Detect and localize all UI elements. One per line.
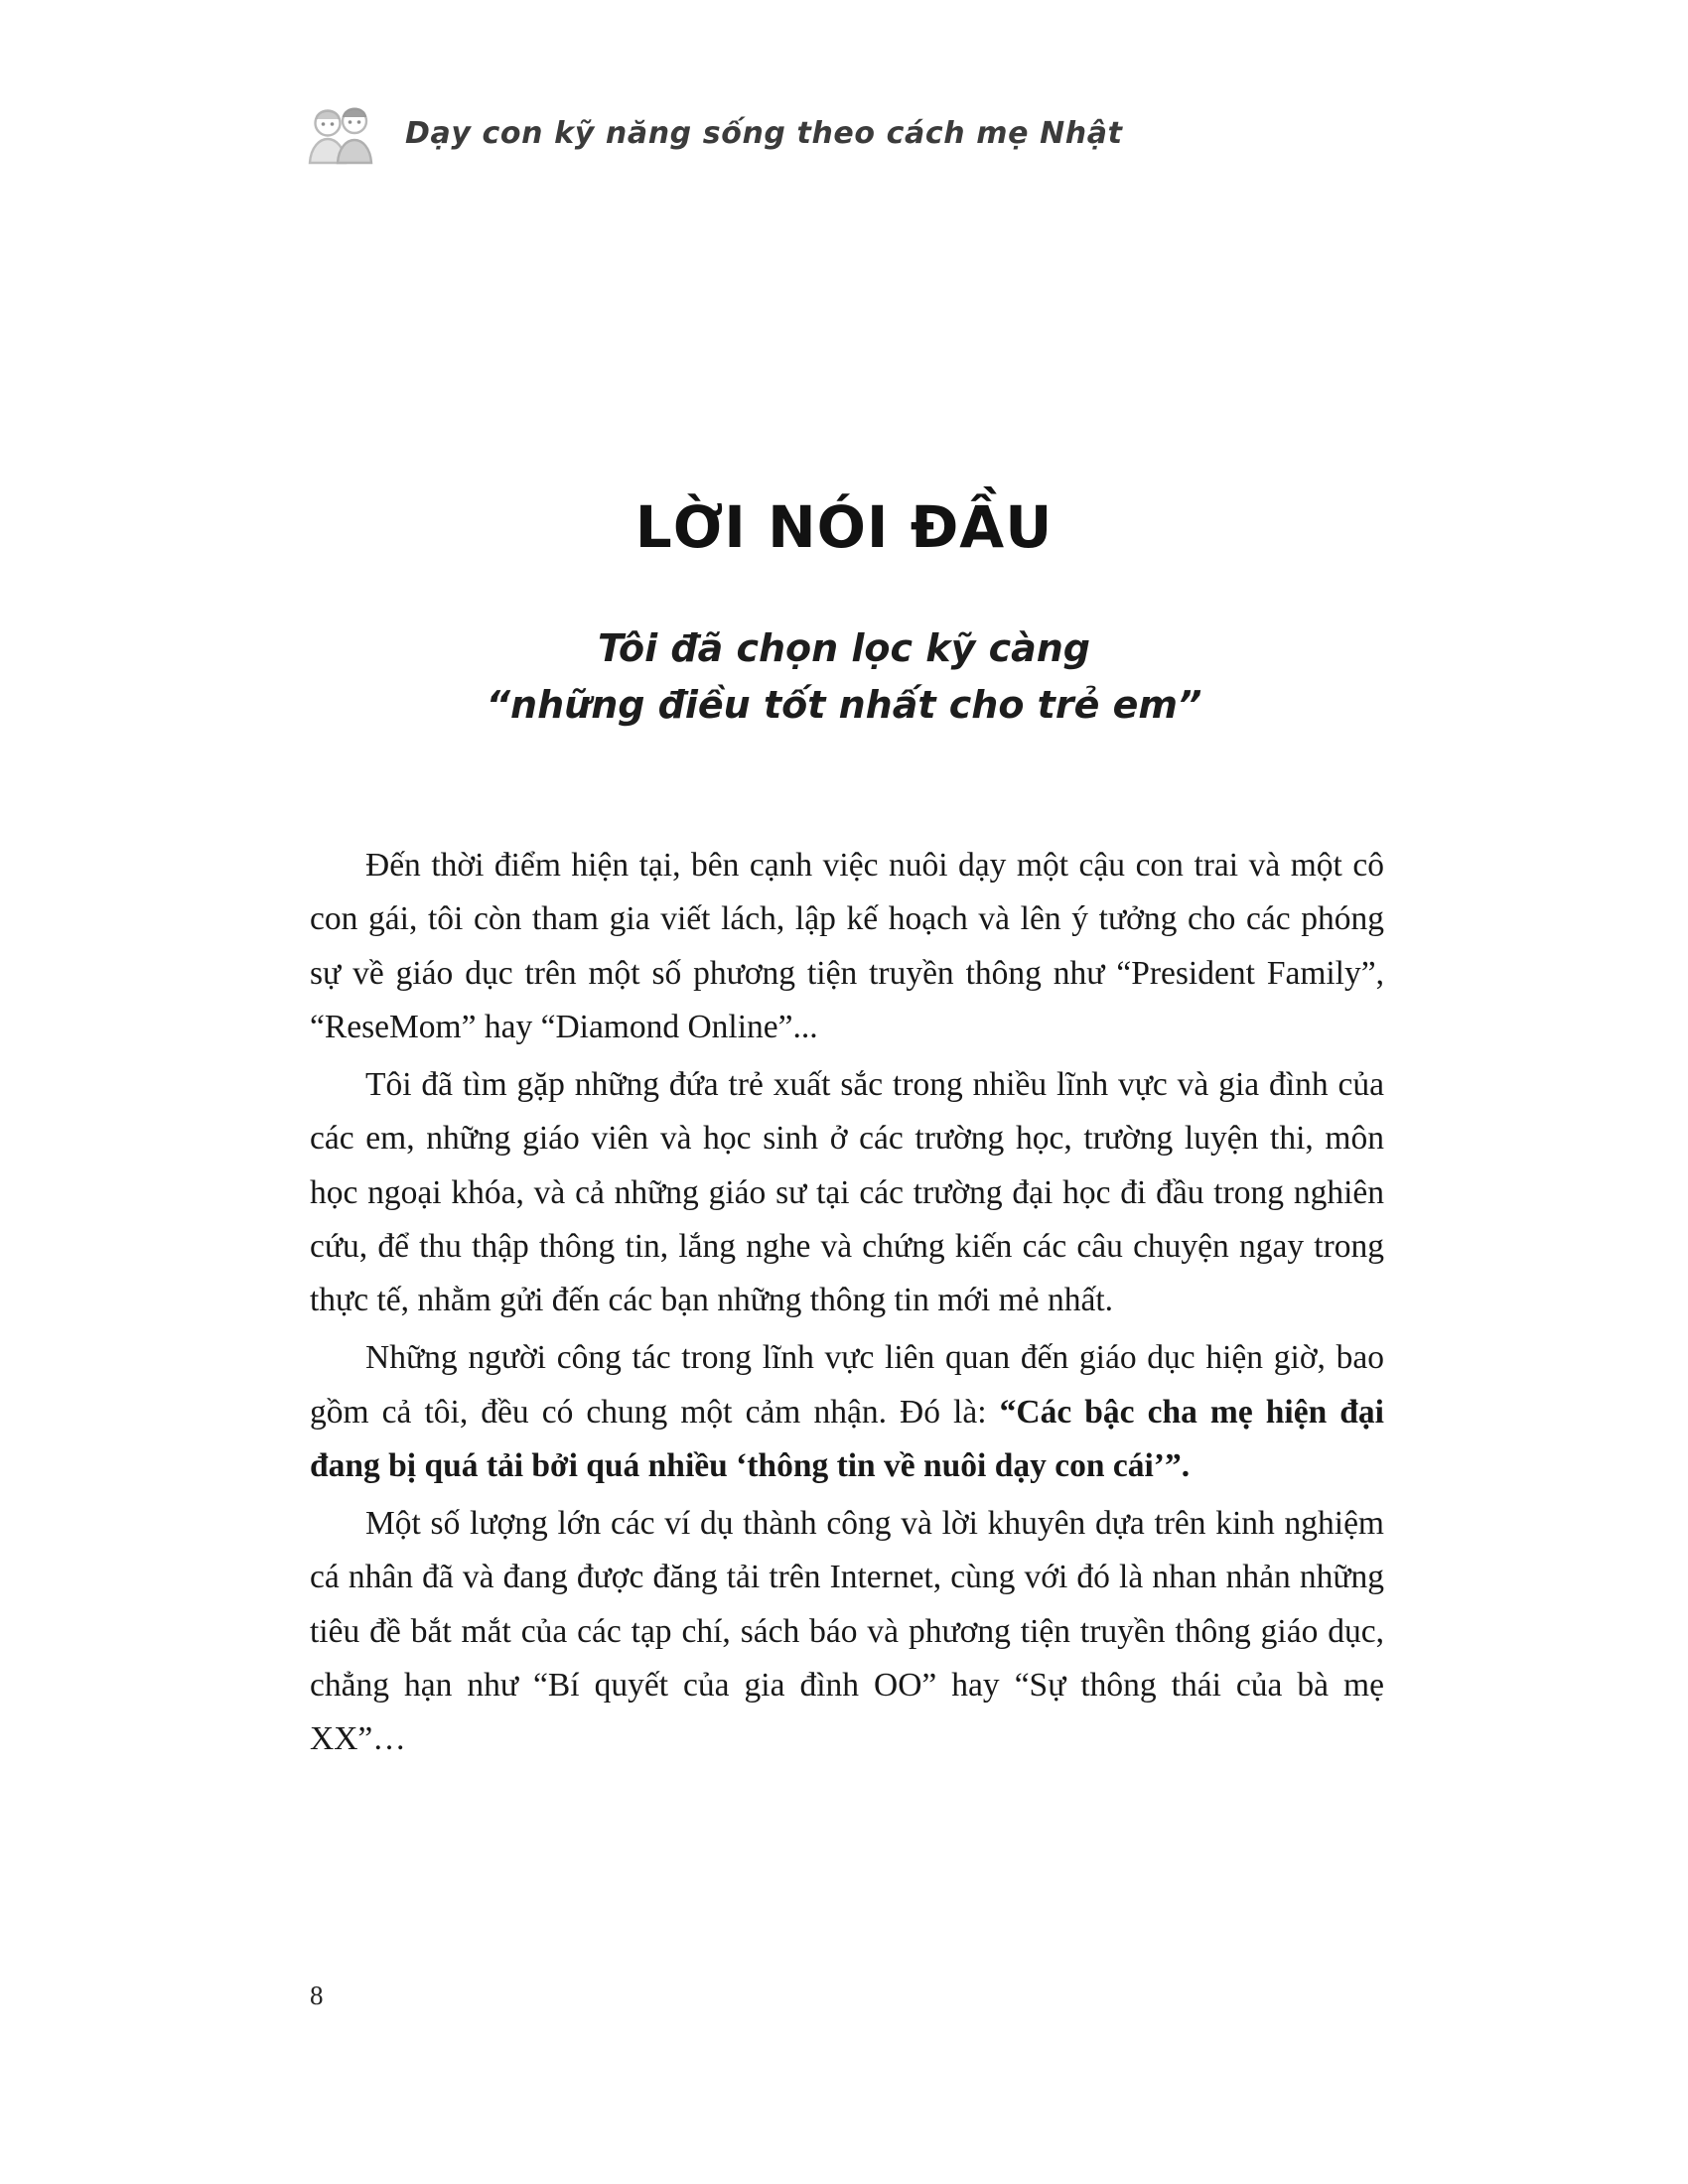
body-text-column: [310, 839, 1384, 1767]
paragraph: Tôi đã tìm gặp những đứa trẻ xuất sắc trong nhiều lĩnh vực và gia đình của các em, những giáo viên và học sinh ở các trường học, trường luyện thi, môn học ngoại khóa, và cả những giáo sư tại các trường đại học đi đầu trong nghiên cứu, để thu thập thông tin, lắng nghe và chứng kiến các câu chuyện ngay trong thực tế, nhằm gửi đến các bạn những thông tin mới mẻ nhất.: [310, 1066, 1384, 1319]
two-children-illustration-icon: [298, 97, 383, 169]
title-block: [0, 493, 1688, 733]
subtitle-line-2: “những điều tốt nhất cho trẻ em”: [486, 682, 1202, 727]
paragraph-emphasis-text: “Các bậc cha mẹ hiện đại đang bị quá tải bởi quá nhiều ‘thông tin về nuôi dạy con cái’”.: [310, 1393, 1384, 1484]
subtitle-line-1: Tôi đã chọn lọc kỹ càng: [597, 625, 1090, 670]
paragraph: Đến thời điểm hiện tại, bên cạnh việc nuôi dạy một cậu con trai và một cô con gái, tôi còn tham gia viết lách, lập kế hoạch và lên ý tưởng cho các phóng sự về giáo dục trên một số phương tiện truyền thông như “President Family”, “ReseMom” hay “Diamond Online”...: [310, 847, 1384, 1045]
page-number: 8: [310, 1980, 324, 2010]
running-header: [298, 97, 1123, 169]
page-title: LỜI NÓI ĐẦU: [634, 493, 1054, 561]
paragraph-lead-text: Những người công tác trong lĩnh vực liên quan đến giáo dục hiện giờ, bao gồm cả tôi, đều có chung một cảm nhận. Đó là:: [310, 1339, 1384, 1431]
paragraph-with-emphasis: [310, 1331, 1384, 1493]
paragraph: Một số lượng lớn các ví dụ thành công và lời khuyên dựa trên kinh nghiệm cá nhân đã và đang được đăng tải trên Internet, cùng với đó là nhan nhản những tiêu đề bắt mắt của các tạp chí, sách báo và phương tiện truyền thông giáo dục, chẳng hạn như “Bí quyết của gia đình OO” hay “Sự thông thái của bà mẹ XX”…: [310, 1505, 1384, 1758]
header-book-title: Dạy con kỹ năng sống theo cách mẹ Nhật: [405, 115, 1123, 151]
